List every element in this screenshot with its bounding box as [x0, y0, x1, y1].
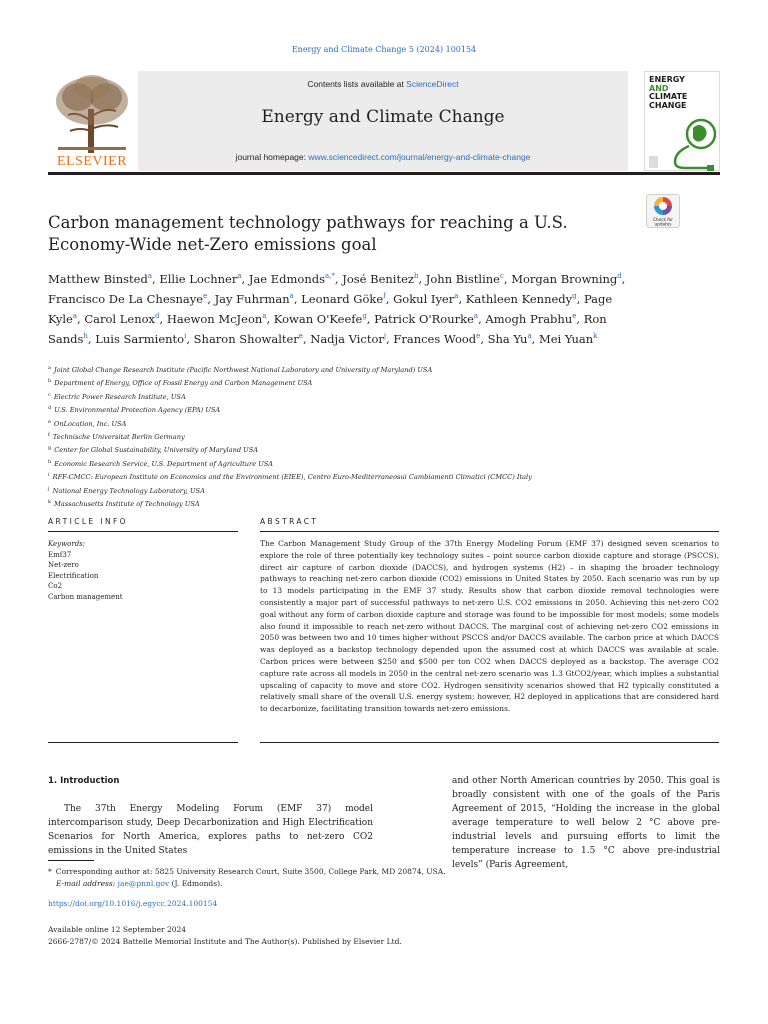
author-name[interactable]: Ellie Lochner	[159, 271, 238, 286]
author[interactable]	[274, 312, 367, 326]
author-affiliation-mark[interactable]: a	[262, 312, 267, 321]
author-name[interactable]: Francisco De La Chesnaye	[48, 291, 204, 306]
abstract-text: The Carbon Management Study Group of the 37th Energy Modeling Forum (EMF 37) designed seven scenarios to explore the role of three potentially key technology suites – point source carbon dioxide capture and storage (PSCCS), direct air capture of carbon dioxide (DACCS), and hydrogen systems (H2) – in shaping the broader technology pathways to reaching net-zero carbon dioxide (CO2) emissions in United States by 2050. Each scenario was run by up to 13 models participating in the EMF 37 study. Results show that carbon dioxide removal technologies were consistently a major part of successful pathways to net-zero U.S. CO2 emissions in 2050. Achieving this net-zero CO2 goal without any form of carbon dioxide capture and storage was found to be impossible for most models; some models also found it impossible to reach net-zero without DACCS. The marginal cost of achieving net-zero CO2 emissions in 2050 was between two and 10 times higher without PSCCS and/or DACCS available. The carbon price at which DACCS was deployed as a backstop technology depended upon the assumed cost at which DACCS was available at scale. Carbon prices were between $250 and $500 per ton CO2 when DACCS deployed as a backstop. The average CO2 capture rate across all models in 2050 in the central net-zero scenario was 1.3 GtCO2/year, which implies a substantial upscaling of capacity to move and store CO2. Hydrogen sensitivity scenarios showed that H2 typically constituted a relatively small share of the overall U.S. energy system; however, H2 deployed in applications that are considered hard to decarbonize, facilitating transition towards net-zero emissions.	[260, 539, 719, 714]
affiliation	[48, 417, 668, 430]
author-name[interactable]: Jay Fuhrman	[214, 291, 290, 306]
available-online: Available online 12 September 2024	[48, 925, 187, 934]
affiliation-key: a	[48, 365, 51, 371]
affiliation	[48, 497, 668, 510]
author-name[interactable]: John Bistline	[425, 271, 500, 286]
author-affiliation-mark[interactable]: f	[383, 292, 386, 301]
masthead	[48, 71, 720, 171]
author[interactable]	[95, 332, 186, 346]
author[interactable]	[466, 292, 577, 306]
author[interactable]	[539, 332, 597, 346]
affiliation-key: f	[48, 431, 50, 438]
author-name[interactable]: Carol Lenox	[84, 312, 156, 327]
homepage-link[interactable]: www.sciencedirect.com/journal/energy-and-climate-change	[308, 152, 531, 162]
author-name[interactable]: Sharon Showalter	[193, 332, 299, 347]
affiliation-text: RFF-CMCC: European Institute on Economics and the Environment (EIEE), Centro Euro-Mediterraneosui Cambiamenti Climatici (CMCC) Italy	[52, 473, 532, 482]
author[interactable]	[215, 292, 294, 306]
affiliation-text: Electric Power Research Institute, USA	[53, 392, 186, 401]
affiliation	[48, 470, 668, 483]
author[interactable]	[485, 312, 576, 326]
author-affiliation-mark[interactable]: d	[617, 272, 622, 280]
author-affiliation-mark[interactable]: a	[147, 272, 152, 280]
intro-heading: 1. Introduction	[48, 776, 120, 786]
elsevier-tree-icon	[48, 71, 136, 171]
crossmark-line1: Check for	[653, 217, 673, 222]
author-name[interactable]: Patrick O'Rourke	[374, 312, 474, 327]
journal-banner	[138, 71, 628, 171]
author-name[interactable]: Jae Edmonds	[248, 271, 326, 286]
author[interactable]	[84, 312, 159, 326]
author[interactable]	[310, 332, 386, 346]
affiliation	[48, 457, 668, 470]
article-info-heading: ARTICLE INFO	[48, 517, 128, 526]
affiliation-key: g	[48, 445, 52, 452]
affiliation-key: c	[48, 391, 51, 398]
affiliation-key: h	[48, 458, 52, 465]
journal-cover[interactable]	[644, 71, 720, 171]
author[interactable]	[249, 272, 335, 286]
author-affiliation-mark[interactable]: j	[383, 332, 387, 341]
author-name[interactable]: Luis Sarmiento	[95, 332, 185, 347]
author-name[interactable]: Amogh Prabhu	[485, 312, 573, 327]
affiliation-text: Economic Research Service, U.S. Department of Agriculture USA	[54, 459, 274, 468]
author-name[interactable]: Haewon McJeon	[166, 312, 263, 327]
author[interactable]	[167, 312, 267, 326]
author[interactable]	[393, 332, 480, 346]
author-affiliation-mark[interactable]: a,*	[325, 272, 335, 280]
author-affiliation-mark[interactable]: g	[362, 312, 367, 321]
author-list: Matthew Binsted$^a$, Ellie Lochner$^a$, Jae Edmonds$^{a,*}$, José Benitez$^b$, John Bistline$^c$, Morgan Browning$^d$, Francisco De La Chesnaye$^e$, Jay Fuhrman$^a$, Leonard Göke$^f$, Gokul Iyer$^a$, Kathleen Kennedy$^g$, Page Kyle$^a$, Carol Lenox$^d$, Haewon McJeon$^a$, Kowan O'Keefe$^g$, Patrick O'Rourke$^a$, Amogh Prabhu$^e$, Ron Sands$^h$, Luis Sarmiento$^i$, Sharon Showalter$^e$, Nadja Victor$^j$, Frances Wood$^e$, Sha Yu$^a$, Mei Yuan$^k$	[48, 271, 626, 347]
publication-info	[48, 924, 648, 948]
affiliation-key: i	[48, 472, 50, 479]
cover-title-line: CHANGE	[649, 100, 687, 110]
email-link[interactable]: jae@pnnl.gov	[117, 878, 170, 888]
author-name[interactable]: Nadja Victor	[310, 332, 384, 347]
author-affiliation-mark[interactable]: a	[473, 312, 479, 321]
affiliation-text: Technische Universitat Berlin Germany	[52, 433, 185, 442]
affiliation-text: OnLocation, Inc. USA	[53, 419, 127, 428]
author-affiliation-mark[interactable]: k	[593, 332, 598, 341]
affiliation-key: j	[48, 485, 50, 492]
masthead-rule	[48, 172, 720, 175]
author-affiliation-mark[interactable]: e	[572, 312, 577, 321]
journal-homepage	[138, 152, 628, 162]
homepage-prefix: journal homepage:	[235, 152, 306, 162]
contents-prefix: Contents lists available at	[307, 79, 404, 89]
email-suffix: (J. Edmonds).	[171, 878, 223, 888]
abstract-heading: ABSTRACT	[260, 517, 319, 526]
author[interactable]	[159, 272, 241, 286]
affiliation-key: e	[48, 418, 51, 425]
contents-line	[138, 79, 628, 89]
author-name[interactable]: Page Kyle	[48, 291, 613, 327]
author[interactable]	[426, 272, 504, 286]
article-info-rule	[48, 531, 238, 532]
author[interactable]	[301, 292, 386, 306]
author-name[interactable]: Mei Yuan	[538, 332, 594, 347]
author[interactable]	[393, 292, 458, 306]
affiliation-text: Department of Energy, Office of Fossil Energy and Carbon Management USA	[54, 379, 313, 388]
intro-paragraph-continued: and other North American countries by 2050. This goal is broadly consistent with one of the goals of the Paris Agreement of 2015, “Holding the increase in the global average temperature to well below 2 °C above pre-industrial levels and pursuing efforts to limit the temperature increase to 1.5 °C above pre-industrial levels” (Paris Agreement,	[452, 776, 720, 870]
email-label: E-mail address:	[56, 878, 116, 888]
author-affiliation-mark[interactable]: i	[184, 332, 187, 341]
author-name[interactable]: Kowan O'Keefe	[273, 312, 363, 327]
keyword: Net-zero	[48, 561, 79, 570]
author[interactable]	[48, 292, 207, 306]
affiliation	[48, 403, 668, 416]
sciencedirect-link[interactable]: ScienceDirect	[406, 79, 459, 89]
journal-name[interactable]: Energy and Climate Change	[261, 107, 505, 127]
author-affiliation-mark[interactable]: b	[413, 272, 419, 280]
author-affiliation-mark[interactable]: a	[289, 292, 294, 301]
author-affiliation-mark[interactable]: e	[298, 332, 303, 341]
journal-citation[interactable]: Energy and Climate Change 5 (2024) 100154	[291, 45, 477, 54]
author-affiliation-mark[interactable]: d	[155, 312, 160, 321]
globe-plug-icon	[645, 72, 721, 172]
article-info-bottom-rule	[48, 742, 238, 743]
author-affiliation-mark[interactable]: a	[72, 312, 78, 321]
author-affiliation-mark[interactable]: h	[83, 332, 88, 341]
affiliation-text: Center for Global Sustainability, University of Maryland USA	[54, 446, 258, 455]
affiliation-text: Massachusetts Institute of Technology USA	[54, 500, 200, 509]
corresponding-author-footnote	[48, 866, 656, 889]
author-affiliation-mark[interactable]: g	[572, 292, 577, 301]
crossmark-icon	[646, 194, 680, 228]
cover-title-line: ENERGY	[649, 75, 685, 84]
keywords-block	[48, 539, 228, 603]
author-name[interactable]: Leonard Göke	[301, 291, 384, 306]
author[interactable]	[511, 272, 622, 286]
article-title-line: Carbon management technology pathways for reaching a U.S.	[48, 213, 568, 232]
affiliation-list	[48, 363, 668, 510]
author-name[interactable]: Gokul Iyer	[393, 291, 455, 306]
affiliation	[48, 443, 668, 456]
doi-link[interactable]: https://doi.org/10.1016/j.egycc.2024.100154	[48, 899, 218, 908]
author-name[interactable]: Sha Yu	[487, 332, 528, 347]
author-affiliation-mark[interactable]: a	[527, 332, 532, 341]
author-name[interactable]: Kathleen Kennedy	[465, 291, 573, 306]
keywords-label: Keywords:	[48, 540, 86, 548]
affiliation-text: National Energy Technology Laboratory, USA	[52, 486, 205, 495]
asterisk-mark: *	[48, 867, 52, 876]
keyword: Co2	[48, 582, 63, 591]
author-name[interactable]: Matthew Binsted	[48, 271, 148, 286]
crossmark-line2: updates	[654, 221, 672, 227]
author-name[interactable]: Frances Wood	[393, 332, 477, 347]
intro-right-column	[452, 774, 720, 872]
copyright-line: 2666-2787/© 2024 Battelle Memorial Institute and The Author(s). Published by Elsevier Ltd.	[48, 937, 402, 946]
elsevier-wordmark: ELSEVIER	[56, 154, 128, 169]
cover-title-line: AND	[649, 83, 669, 93]
affiliation-key: b	[48, 378, 52, 385]
author[interactable]	[194, 332, 303, 346]
keyword: Carbon management	[48, 592, 123, 601]
intro-paragraph: The 37th Energy Modeling Forum (EMF 37) model intercomparison study, Deep Decarbonization and High Electrification Scenarios for North America, explores paths to net-zero CO2 emissions in the United States	[48, 804, 373, 856]
abstract-rule	[260, 531, 719, 532]
affiliation-key: k	[48, 498, 52, 505]
author[interactable]	[342, 272, 418, 286]
author-affiliation-mark[interactable]: e	[203, 292, 208, 301]
affiliation	[48, 430, 668, 443]
author-affiliation-mark[interactable]: e	[476, 332, 481, 341]
author-affiliation-mark[interactable]: a	[237, 272, 242, 280]
article-title	[48, 212, 608, 256]
affiliation	[48, 484, 668, 497]
footnote-rule	[48, 860, 94, 861]
affiliation-text: Joint Global Change Research Institute (Pacific Northwest National Laboratory and University of Maryland) USA	[53, 366, 433, 375]
author[interactable]	[374, 312, 478, 326]
author[interactable]	[48, 272, 152, 286]
abstract-bottom-rule	[260, 742, 719, 743]
author-affiliation-mark[interactable]: a	[454, 292, 459, 301]
affiliation	[48, 376, 668, 389]
corresponding-address: Corresponding author at: 5825 University Research Court, Suite 3500, College Park, MD 20874, USA.	[55, 867, 446, 876]
intro-left-column	[48, 774, 373, 858]
check-for-updates-badge[interactable]	[646, 194, 680, 228]
affiliation-key: d	[48, 405, 52, 412]
author-affiliation-mark[interactable]: c	[500, 272, 504, 280]
affiliation	[48, 390, 668, 403]
cover-title-line: CLIMATE	[649, 92, 688, 102]
author-name[interactable]: Morgan Browning	[511, 271, 618, 286]
affiliation	[48, 363, 668, 376]
elsevier-logo[interactable]	[48, 71, 136, 171]
author-name[interactable]: José Benitez	[342, 271, 414, 286]
affiliation-text: U.S. Environmental Protection Agency (EPA) USA	[54, 406, 221, 415]
author-name[interactable]: Ron Sands	[48, 312, 607, 347]
author[interactable]	[488, 332, 532, 346]
keyword: Electrification	[48, 571, 99, 580]
article-title-line: Economy-Wide net-Zero emissions goal	[48, 235, 377, 254]
keyword: Emf37	[48, 550, 72, 559]
